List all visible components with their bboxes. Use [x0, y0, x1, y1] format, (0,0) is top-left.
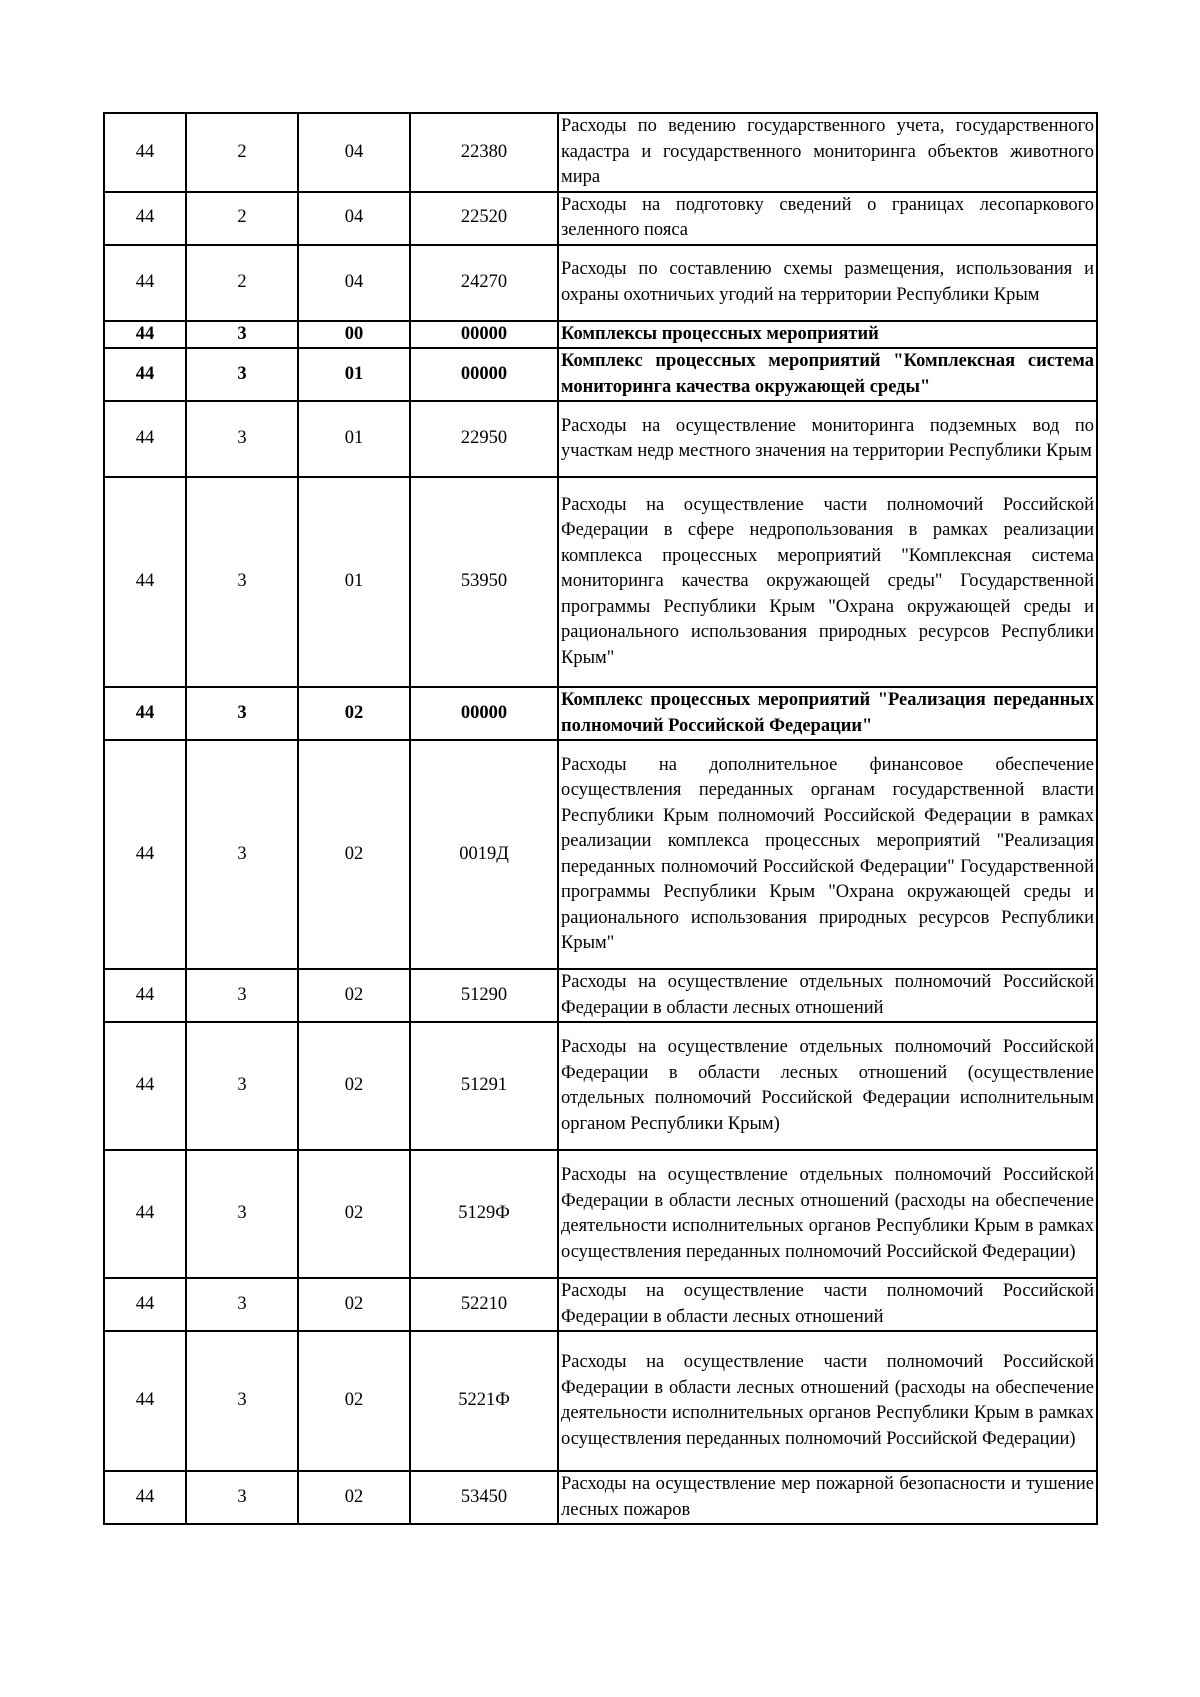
row-description: Расходы на подготовку сведений о границах лесопаркового зеленного пояса — [558, 192, 1097, 245]
table-row — [104, 477, 1097, 687]
code-direction: 00000 — [410, 321, 558, 349]
table-row — [104, 245, 1097, 321]
row-description: Расходы на осуществление мер пожарной безопасности и тушение лесных пожаров — [558, 1471, 1097, 1524]
code-direction: 51290 — [410, 969, 558, 1022]
code-program: 44 — [104, 1150, 186, 1278]
code-program: 44 — [104, 740, 186, 969]
code-program: 44 — [104, 1331, 186, 1471]
code-event: 04 — [298, 113, 410, 192]
row-description: Расходы на осуществление части полномочий Российской Федерации в сфере недропользования в рамках реализации комплекса процессных мероприятий "Комплексная система мониторинга качества окружающей среды" Государственной программы Республики Крым "Охрана окружающей среды и рационального использования природных ресурсов Республики Крым" — [558, 477, 1097, 687]
code-subprogram: 3 — [186, 1331, 298, 1471]
row-description: Расходы на осуществление части полномочий Российской Федерации в области лесных отношений (расходы на обеспечение деятельности исполнительных органов Республики Крым в рамках осуществления переданных полномочий Российской Федерации) — [558, 1331, 1097, 1471]
table-row — [104, 192, 1097, 245]
code-subprogram: 3 — [186, 348, 298, 401]
code-direction: 00000 — [410, 687, 558, 740]
code-subprogram: 3 — [186, 740, 298, 969]
table-row — [104, 113, 1097, 192]
code-event: 02 — [298, 969, 410, 1022]
row-description: Расходы на осуществление отдельных полномочий Российской Федерации в области лесных отношений (осуществление отдельных полномочий Российской Федерации исполнительным органом Республики Крым) — [558, 1022, 1097, 1150]
code-subprogram: 3 — [186, 321, 298, 349]
code-event: 02 — [298, 1331, 410, 1471]
code-program: 44 — [104, 321, 186, 349]
code-event: 02 — [298, 1278, 410, 1331]
budget-classification-table — [103, 112, 1098, 1525]
table-row — [104, 1022, 1097, 1150]
code-direction: 53450 — [410, 1471, 558, 1524]
row-description: Расходы на осуществление отдельных полномочий Российской Федерации в области лесных отношений (расходы на обеспечение деятельности исполнительных органов Республики Крым в рамках осуществления переданных полномочий Российской Федерации) — [558, 1150, 1097, 1278]
table-row-section — [104, 321, 1097, 349]
code-program: 44 — [104, 687, 186, 740]
table-row-section — [104, 687, 1097, 740]
code-subprogram: 2 — [186, 192, 298, 245]
code-direction: 22950 — [410, 401, 558, 477]
row-description: Комплекс процессных мероприятий "Комплексная система мониторинга качества окружающей среды" — [558, 348, 1097, 401]
code-direction: 24270 — [410, 245, 558, 321]
code-program: 44 — [104, 1022, 186, 1150]
code-event: 01 — [298, 401, 410, 477]
row-description: Расходы на осуществление части полномочий Российской Федерации в области лесных отношений — [558, 1278, 1097, 1331]
code-subprogram: 3 — [186, 401, 298, 477]
row-description: Расходы на осуществление мониторинга подземных вод по участкам недр местного значения на территории Республики Крым — [558, 401, 1097, 477]
code-program: 44 — [104, 969, 186, 1022]
code-subprogram: 3 — [186, 969, 298, 1022]
code-direction: 22380 — [410, 113, 558, 192]
code-program: 44 — [104, 1471, 186, 1524]
code-direction: 52210 — [410, 1278, 558, 1331]
table-row — [104, 969, 1097, 1022]
code-event: 00 — [298, 321, 410, 349]
code-direction: 51291 — [410, 1022, 558, 1150]
code-event: 01 — [298, 348, 410, 401]
code-event: 02 — [298, 1022, 410, 1150]
table-row — [104, 1278, 1097, 1331]
table-row — [104, 1150, 1097, 1278]
row-description: Расходы по составлению схемы размещения, использования и охраны охотничьих угодий на территории Республики Крым — [558, 245, 1097, 321]
code-subprogram: 3 — [186, 1150, 298, 1278]
code-program: 44 — [104, 192, 186, 245]
code-program: 44 — [104, 401, 186, 477]
table-row-section — [104, 348, 1097, 401]
row-description: Расходы по ведению государственного учета, государственного кадастра и государственного мониторинга объектов животного мира — [558, 113, 1097, 192]
code-subprogram: 3 — [186, 477, 298, 687]
row-description: Расходы на дополнительное финансовое обеспечение осуществления переданных органам государственной власти Республики Крым полномочий Российской Федерации в рамках реализации комплекса процессных мероприятий "Реализация переданных полномочий Российской Федерации" Государственной программы Республики Крым "Охрана окружающей среды и рационального использования природных ресурсов Республики Крым" — [558, 740, 1097, 969]
code-subprogram: 3 — [186, 1471, 298, 1524]
table-row — [104, 401, 1097, 477]
code-direction: 5129Ф — [410, 1150, 558, 1278]
code-direction: 22520 — [410, 192, 558, 245]
code-event: 02 — [298, 1471, 410, 1524]
code-program: 44 — [104, 113, 186, 192]
code-subprogram: 2 — [186, 245, 298, 321]
code-program: 44 — [104, 348, 186, 401]
code-subprogram: 3 — [186, 687, 298, 740]
code-direction: 5221Ф — [410, 1331, 558, 1471]
table-row — [104, 1471, 1097, 1524]
code-program: 44 — [104, 245, 186, 321]
table-row — [104, 1331, 1097, 1471]
code-subprogram: 2 — [186, 113, 298, 192]
code-event: 04 — [298, 192, 410, 245]
code-direction: 0019Д — [410, 740, 558, 969]
code-program: 44 — [104, 1278, 186, 1331]
code-subprogram: 3 — [186, 1278, 298, 1331]
code-event: 04 — [298, 245, 410, 321]
code-program: 44 — [104, 477, 186, 687]
code-event: 02 — [298, 1150, 410, 1278]
code-subprogram: 3 — [186, 1022, 298, 1150]
code-direction: 00000 — [410, 348, 558, 401]
row-description: Комплекс процессных мероприятий "Реализация переданных полномочий Российской Федерации" — [558, 687, 1097, 740]
code-event: 02 — [298, 740, 410, 969]
code-event: 02 — [298, 687, 410, 740]
row-description: Комплексы процессных мероприятий — [558, 321, 1097, 349]
code-direction: 53950 — [410, 477, 558, 687]
table-row — [104, 740, 1097, 969]
row-description: Расходы на осуществление отдельных полномочий Российской Федерации в области лесных отношений — [558, 969, 1097, 1022]
code-event: 01 — [298, 477, 410, 687]
